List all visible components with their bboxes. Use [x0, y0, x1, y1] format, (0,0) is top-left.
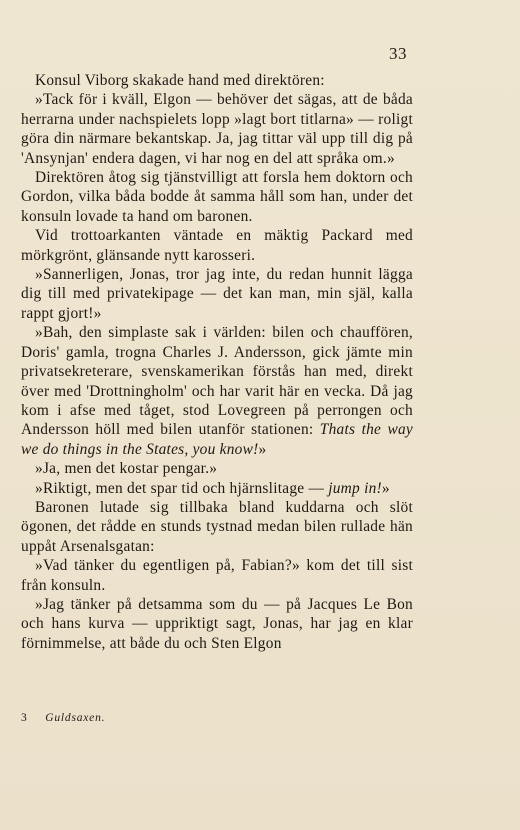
signature-mark: 3	[21, 712, 28, 724]
printer-signature	[21, 712, 105, 724]
paragraph	[21, 498, 413, 556]
paragraph	[21, 479, 413, 498]
paragraph-text: »Jag tänker på detsamma som du — på Jacques Le Bon och hans kurva — uppriktigt sagt, Jonas, har jag en klar förnimmelse, att både du och Sten Elgon	[21, 595, 413, 652]
paragraph	[21, 595, 413, 653]
paragraph-text: »Tack för i kväll, Elgon — behöver det sägas, att de båda herrarna under nachspielets lopp »lagt bort titlarna» — roligt göra din närmare bekantskap. Ja, jag tittar väl upp till dig på 'Ansynjan' endera dagen, vi har nog en del att språka om.»	[21, 91, 413, 167]
paragraph-text: »Vad tänker du egentligen på, Fabian?» kom det till sist från konsuln.	[21, 557, 413, 594]
paragraph-text: »Ja, men det kostar pengar.»	[35, 460, 218, 478]
paragraph	[21, 556, 413, 595]
page-number: 33	[389, 44, 407, 63]
body-text	[21, 71, 413, 653]
paragraph-text: Baronen lutade sig tillbaka bland kuddarna och slöt ögonen, det rådde en stunds tystnad medan bilen rullade hän uppåt Arsenalsgatan:	[21, 498, 413, 555]
paragraph-text: »	[381, 479, 390, 497]
signature-title: Guldsaxen.	[45, 712, 106, 724]
paragraph	[21, 459, 413, 478]
paragraph	[21, 71, 413, 90]
paragraph-text: Konsul Viborg skakade hand med direktören:	[35, 72, 325, 89]
paragraph-text: Vid trottoarkanten väntade en mäktig Packard med mörkgrönt, glänsande nytt karosseri.	[21, 227, 413, 264]
paragraph	[21, 90, 413, 168]
paragraph	[21, 168, 413, 226]
paragraph	[21, 226, 413, 265]
italic-text: Thats the way we do things in the States, you know!	[21, 421, 413, 458]
paragraph-text: Direktören åtog sig tjänstvilligt att forsla hem doktorn och Gordon, vilka båda bodde åt samma håll som han, under det konsuln lovade ta hand om baronen.	[21, 169, 413, 225]
paragraph-text: »Sannerligen, Jonas, tror jag inte, du redan hunnit lägga dig till med privatekipage — det kan man, min själ, kalla rappt gjort!»	[21, 266, 413, 322]
paragraph-text: »Riktigt, men det spar tid och hjärnslitage —	[35, 479, 329, 497]
paragraph	[21, 265, 413, 323]
italic-text: jump in!	[328, 479, 382, 497]
paragraph-text: »	[258, 440, 267, 458]
paragraph-text: »Bah, den simplaste sak i världen: bilen och chauffören, Doris' gamla, trogna Charles J. Andersson, gick jämte min privatsekreterare, svenskamerikan förstås han med, direkt över med 'Drottningholm' och har varit här en vecka. Då jag kom i afse med tåget, stod Lovegreen på perrongen och Andersson höll med bilen utanför stationen:	[21, 324, 413, 439]
paragraph	[21, 323, 413, 459]
